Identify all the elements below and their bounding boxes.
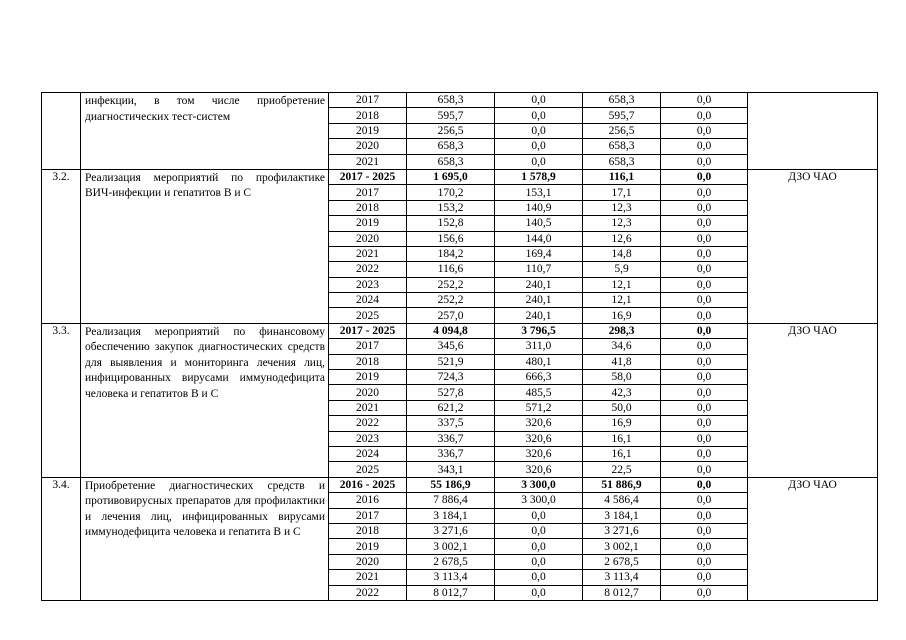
executor-cell: ДЗО ЧАО [748,169,878,323]
total-amount-cell: 527,8 [407,385,495,400]
executor-cell: ДЗО ЧАО [748,323,878,477]
activity-name: Реализация мероприятий по финансовому обеспечению закупок диагностических средств для выявления и мониторинга лечения лиц, инфицированных вирусами иммунодефицита человека и гепатитов В и С [81,323,329,477]
district-budget-cell: 12,1 [583,293,661,308]
district-budget-cell: 3 271,6 [583,523,661,538]
year-cell: 2020 [329,554,407,569]
item-number: 3.2. [42,169,81,323]
other-sources-cell: 0,0 [661,231,748,246]
total-amount-cell: 1 695,0 [407,169,495,184]
total-amount-cell: 152,8 [407,216,495,231]
year-cell: 2019 [329,539,407,554]
federal-budget-cell: 0,0 [495,554,583,569]
year-cell: 2022 [329,262,407,277]
district-budget-cell: 34,6 [583,339,661,354]
federal-budget-cell: 0,0 [495,123,583,138]
other-sources-cell: 0,0 [661,323,748,338]
federal-budget-cell: 0,0 [495,570,583,585]
district-budget-cell: 298,3 [583,323,661,338]
other-sources-cell: 0,0 [661,246,748,261]
total-amount-cell: 658,3 [407,139,495,154]
federal-budget-cell: 153,1 [495,185,583,200]
year-cell: 2018 [329,200,407,215]
federal-budget-cell: 169,4 [495,246,583,261]
district-budget-cell: 41,8 [583,354,661,369]
district-budget-cell: 12,1 [583,277,661,292]
total-amount-cell: 8 012,7 [407,585,495,600]
total-amount-cell: 252,2 [407,293,495,308]
year-cell: 2017 [329,93,407,108]
table-row [42,477,878,492]
district-budget-cell: 16,9 [583,308,661,323]
other-sources-cell: 0,0 [661,400,748,415]
federal-budget-cell: 3 300,0 [495,493,583,508]
district-budget-cell: 16,9 [583,416,661,431]
district-budget-cell: 17,1 [583,185,661,200]
other-sources-cell: 0,0 [661,477,748,492]
year-cell: 2018 [329,108,407,123]
item-number: 3.4. [42,477,81,600]
total-amount-cell: 2 678,5 [407,554,495,569]
program-funding-table [41,92,878,601]
district-budget-cell: 58,0 [583,370,661,385]
total-amount-cell: 658,3 [407,154,495,169]
year-cell: 2018 [329,354,407,369]
other-sources-cell: 0,0 [661,108,748,123]
year-cell: 2017 [329,339,407,354]
total-amount-cell: 184,2 [407,246,495,261]
other-sources-cell: 0,0 [661,216,748,231]
year-cell: 2021 [329,246,407,261]
district-budget-cell: 3 002,1 [583,539,661,554]
other-sources-cell: 0,0 [661,508,748,523]
district-budget-cell: 16,1 [583,446,661,461]
federal-budget-cell: 0,0 [495,93,583,108]
district-budget-cell: 5,9 [583,262,661,277]
federal-budget-cell: 0,0 [495,539,583,554]
year-cell: 2021 [329,154,407,169]
federal-budget-cell: 485,5 [495,385,583,400]
federal-budget-cell: 320,6 [495,431,583,446]
other-sources-cell: 0,0 [661,585,748,600]
other-sources-cell: 0,0 [661,339,748,354]
year-cell: 2019 [329,370,407,385]
district-budget-cell: 4 586,4 [583,493,661,508]
total-amount-cell: 658,3 [407,93,495,108]
federal-budget-cell: 3 796,5 [495,323,583,338]
federal-budget-cell: 240,1 [495,277,583,292]
other-sources-cell: 0,0 [661,416,748,431]
year-cell: 2016 - 2025 [329,477,407,492]
year-cell: 2023 [329,277,407,292]
other-sources-cell: 0,0 [661,185,748,200]
district-budget-cell: 51 886,9 [583,477,661,492]
year-cell: 2017 [329,508,407,523]
total-amount-cell: 55 186,9 [407,477,495,492]
year-cell: 2020 [329,231,407,246]
other-sources-cell: 0,0 [661,462,748,477]
total-amount-cell: 3 271,6 [407,523,495,538]
total-amount-cell: 724,3 [407,370,495,385]
total-amount-cell: 3 002,1 [407,539,495,554]
year-cell: 2020 [329,139,407,154]
year-cell: 2025 [329,462,407,477]
district-budget-cell: 16,1 [583,431,661,446]
federal-budget-cell: 140,9 [495,200,583,215]
total-amount-cell: 252,2 [407,277,495,292]
total-amount-cell: 3 184,1 [407,508,495,523]
federal-budget-cell: 320,6 [495,446,583,461]
total-amount-cell: 521,9 [407,354,495,369]
total-amount-cell: 257,0 [407,308,495,323]
year-cell: 2016 [329,493,407,508]
total-amount-cell: 4 094,8 [407,323,495,338]
other-sources-cell: 0,0 [661,539,748,554]
total-amount-cell: 116,6 [407,262,495,277]
total-amount-cell: 336,7 [407,431,495,446]
federal-budget-cell: 1 578,9 [495,169,583,184]
other-sources-cell: 0,0 [661,493,748,508]
district-budget-cell: 42,3 [583,385,661,400]
table-body [42,93,878,601]
district-budget-cell: 12,6 [583,231,661,246]
federal-budget-cell: 3 300,0 [495,477,583,492]
other-sources-cell: 0,0 [661,354,748,369]
district-budget-cell: 116,1 [583,169,661,184]
year-cell: 2022 [329,416,407,431]
year-cell: 2017 - 2025 [329,169,407,184]
total-amount-cell: 621,2 [407,400,495,415]
table-row [42,323,878,338]
year-cell: 2024 [329,446,407,461]
other-sources-cell: 0,0 [661,293,748,308]
year-cell: 2018 [329,523,407,538]
federal-budget-cell: 0,0 [495,508,583,523]
federal-budget-cell: 0,0 [495,585,583,600]
district-budget-cell: 12,3 [583,200,661,215]
federal-budget-cell: 571,2 [495,400,583,415]
total-amount-cell: 3 113,4 [407,570,495,585]
district-budget-cell: 658,3 [583,139,661,154]
other-sources-cell: 0,0 [661,446,748,461]
other-sources-cell: 0,0 [661,200,748,215]
district-budget-cell: 3 184,1 [583,508,661,523]
total-amount-cell: 595,7 [407,108,495,123]
total-amount-cell: 336,7 [407,446,495,461]
district-budget-cell: 8 012,7 [583,585,661,600]
federal-budget-cell: 144,0 [495,231,583,246]
total-amount-cell: 156,6 [407,231,495,246]
district-budget-cell: 22,5 [583,462,661,477]
year-cell: 2017 - 2025 [329,323,407,338]
other-sources-cell: 0,0 [661,277,748,292]
year-cell: 2020 [329,385,407,400]
other-sources-cell: 0,0 [661,123,748,138]
executor-cell [748,93,878,170]
item-number [42,93,81,170]
federal-budget-cell: 320,6 [495,416,583,431]
year-cell: 2019 [329,216,407,231]
other-sources-cell: 0,0 [661,431,748,446]
table-row [42,169,878,184]
federal-budget-cell: 480,1 [495,354,583,369]
executor-cell: ДЗО ЧАО [748,477,878,600]
federal-budget-cell: 320,6 [495,462,583,477]
district-budget-cell: 256,5 [583,123,661,138]
federal-budget-cell: 240,1 [495,308,583,323]
total-amount-cell: 170,2 [407,185,495,200]
district-budget-cell: 3 113,4 [583,570,661,585]
total-amount-cell: 345,6 [407,339,495,354]
federal-budget-cell: 240,1 [495,293,583,308]
district-budget-cell: 14,8 [583,246,661,261]
year-cell: 2022 [329,585,407,600]
district-budget-cell: 595,7 [583,108,661,123]
table-row [42,93,878,108]
federal-budget-cell: 311,0 [495,339,583,354]
year-cell: 2021 [329,570,407,585]
total-amount-cell: 256,5 [407,123,495,138]
total-amount-cell: 153,2 [407,200,495,215]
year-cell: 2024 [329,293,407,308]
district-budget-cell: 2 678,5 [583,554,661,569]
other-sources-cell: 0,0 [661,93,748,108]
other-sources-cell: 0,0 [661,169,748,184]
other-sources-cell: 0,0 [661,154,748,169]
district-budget-cell: 658,3 [583,154,661,169]
other-sources-cell: 0,0 [661,139,748,154]
district-budget-cell: 12,3 [583,216,661,231]
total-amount-cell: 7 886,4 [407,493,495,508]
other-sources-cell: 0,0 [661,523,748,538]
other-sources-cell: 0,0 [661,262,748,277]
activity-name: Реализация мероприятий по профилактике ВИЧ-инфекции и гепатитов В и С [81,169,329,323]
federal-budget-cell: 666,3 [495,370,583,385]
federal-budget-cell: 0,0 [495,523,583,538]
district-budget-cell: 658,3 [583,93,661,108]
federal-budget-cell: 140,5 [495,216,583,231]
federal-budget-cell: 0,0 [495,139,583,154]
year-cell: 2021 [329,400,407,415]
district-budget-cell: 50,0 [583,400,661,415]
total-amount-cell: 337,5 [407,416,495,431]
federal-budget-cell: 0,0 [495,108,583,123]
year-cell: 2017 [329,185,407,200]
year-cell: 2025 [329,308,407,323]
other-sources-cell: 0,0 [661,370,748,385]
other-sources-cell: 0,0 [661,385,748,400]
other-sources-cell: 0,0 [661,308,748,323]
other-sources-cell: 0,0 [661,570,748,585]
activity-name: Приобретение диагностических средств и противовирусных препаратов для профилактики и лечения лиц, инфицированных вирусами иммунодефицита человека и гепатита В и С [81,477,329,600]
activity-name: инфекции, в том числе приобретение диагностических тест-систем [81,93,329,170]
year-cell: 2023 [329,431,407,446]
federal-budget-cell: 110,7 [495,262,583,277]
federal-budget-cell: 0,0 [495,154,583,169]
other-sources-cell: 0,0 [661,554,748,569]
total-amount-cell: 343,1 [407,462,495,477]
year-cell: 2019 [329,123,407,138]
item-number: 3.3. [42,323,81,477]
